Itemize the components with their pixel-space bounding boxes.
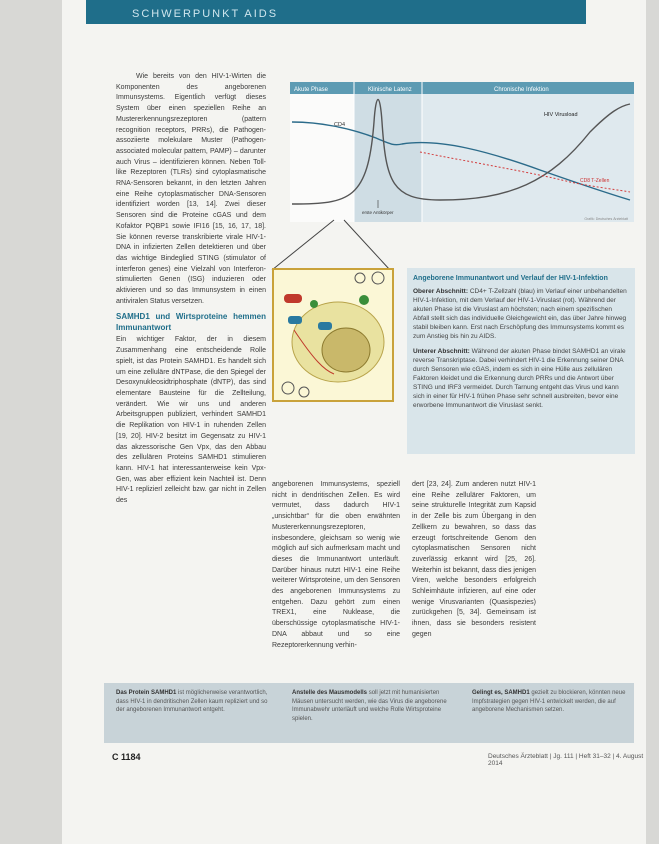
chronic-phase-band [422,82,634,222]
cell-nucleus [322,328,370,372]
label-first-antibodies: erste Antikörper [362,210,394,215]
sensor-marker-2 [318,322,332,330]
label-latent-phase: Klinische Latenz [368,87,412,93]
right-column [412,480,536,641]
caption-lead-1: Oberer Abschnitt: [413,288,469,295]
connector-line-left [272,220,334,270]
hiv-course-figure [290,82,634,222]
ifn-marker-1 [359,295,369,305]
section-header: SCHWERPUNKT AIDS [132,8,279,20]
label-t-cells: CD8 T-Zellen [580,178,610,184]
journal-citation: Deutsches Ärzteblatt | Jg. 111 | Heft 31–32 | 4. August 2014 [488,753,644,767]
figure-caption [407,268,635,454]
label-hiv-load: HIV Virusload [544,112,578,118]
latent-phase-band [354,82,422,222]
label-cd4: CD4 [334,122,346,128]
summary-box-3 [472,689,628,715]
zoom-connector [260,218,400,272]
label-chronic-phase: Chronische Infektion [494,87,549,93]
summary-box-3-lead: Gelingt es, SAMHD1 [472,690,530,696]
cell-diagram-panel [272,268,394,402]
caption-text-1: CD4+ T-Zellzahl (blau) im Verlauf einer unbehandelten HIV-1-Infektion, mit dem Verlauf der HIV-1-Viruslast (rot). Während der akuten Phase ist die Viruslast am höchsten; nach einem spezifischen Abfall stellt sich das individuelle Gleichgewicht ein, das über Jahre hinweg stabil bleiben kann. Erst nach Erschöpfung des Immunsystems kommt es zum Anstieg bis hin zu AIDS. [413,288,627,340]
caption-text-2: Während der akuten Phase bindet SAMHD1 an virale reverse Transkriptase. Dabei verhindert HIV-1 die Erkennung seiner DNA durch Sensoren wie cGAS, indem es sich in eine Hülle aus zellulären Faktoren kleidet und die Erkennung durch PRRs und die Antwort über STING und IRF3 vermeidet. Durch Tarnung entgeht das Virus und kann sich in einer für HIV-1 frühen Phase sehr schnell ausbreiten, bevor eine erworbene Immunantwort die Viruslast senkt. [413,348,626,409]
caption-paragraph-2 [413,347,629,410]
hiv-course-graph [290,82,634,222]
caption-lead-2: Unterer Abschnitt: [413,348,470,355]
virion-4 [299,387,309,397]
virion-3 [282,382,294,394]
figure-credit: Grafik: Deutsches Ärzteblatt [584,217,628,221]
caption-title: Angeborene Immunantwort und Verlauf der HIV-1-Infektion [413,275,608,282]
sensor-marker-1 [288,316,302,324]
middle-column-paragraph: angeborenen Immunsystems, speziell nicht in dendritischen Zellen. Es wird vermutet, dass dadurch HIV-1 „unsichtbar“ für die oben erwähnten Mustererkennungsrezeptoren, insbesondere, gleichsam so wenig wie möglich auf sich aufmerksam macht und dieses die Immunantwort unterläuft. Darüber hinaus nutzt HIV-1 eine Reihe weiterer Wirtsproteine, um den Sensoren des angeborenen Immunsystems zu entgehen. Dazu gehört zum einen TREX1, eine Nuklease, die überschüssige cytoplasmatische HIV-1-DNA abbaut und so eine Rezeptorerkennung verhin- [272,481,400,649]
acute-phase-band [290,82,354,222]
summary-box-2-lead: Anstelle des Mausmodells [292,690,368,696]
virion-2 [355,273,365,283]
ifn-marker-2 [310,300,318,308]
connector-line-right [344,220,390,270]
label-acute-phase: Akute Phase [294,87,329,93]
summary-box-1-text: ist möglicherweise verantwortlich, dass HIV-1 in dendritischen Zellen kaum repliziert und so der angeborenen Immunantwort entgeht. [116,690,268,713]
summary-box-1-lead: Das Protein SAMHD1 [116,690,177,696]
caption-paragraph-1 [413,287,629,341]
summary-box-3-text: gezielt zu blockieren, könnten neue Impfstrategien gegen HIV-1 entwickelt werden, die auf angeborene Mechanismen setzen. [472,690,626,713]
left-column [116,72,266,507]
summary-box-2-text: soll jetzt mit humanisierten Mäusen untersucht werden, wie das Virus die angeborene Immunabwehr unterläuft und welche Rolle Wirtsproteine spielen. [292,690,447,722]
summary-box-1 [116,689,276,715]
pathogen-marker-1 [284,294,302,303]
summary-box-2 [292,689,458,723]
right-column-paragraph: dert [23, 24]. Zum anderen nutzt HIV-1 eine Reihe zellulärer Faktoren, um seine strukturelle Integrität zum Kapsid in der Zelle bis zum Übergang in den Zellkern zu bewahren, so dass das erzeugt fortschreitende Genom den cytoplasmatischen Sensoren nicht zuverlässig erkannt wird [25, 26]. Weiterhin ist bekannt, dass dies jenigen Viren, welche besonders erfolgreich Schleimhäute infizieren, auf eine oder wenige Virusvarianten (Quasispezies) zurückgehen [5, 34]. Gemeinsam ist ihnen, dass sie besonders resistent gegen [412,481,536,638]
subheading-samhd1: SAMHD1 und Wirtsproteine hemmen Immunantwort [116,312,266,333]
left-column-paragraph-1: Wie bereits von den HIV-1-Wirten die Komponenten des angeborenen Immunsystems. Eigentlich verfügt dieses System über einen speziellen Reihe an Mustererkennungsrezeptoren (pattern recognition receptors, PRRs), die Pathogen-assoziierte molekulare Muster (Pathogen-associated molecular pattern, PAMP) – darunter auch Virus – identifizieren können. Neben Toll-like Rezeptoren (TLRs) sind cytoplasmatische RNA-Sensoren bekannt, in den letzten Jahren eine Reihe cytoplasmatischer DNA-Sensoren identifiziert worden [13, 14]. Zwei dieser Sensoren sind die Proteine cGAS und dem Kofaktor PQBP1 sowie IFI16 [15, 16, 17, 18]. Sie können reverse transkribierte virale HIV-1-DNA in infizierten Zellen detektieren und über das wichtige Bindeglied STING (stimulator of interferon genes) eine Vielzahl von Interferon-stimulierten Genen (ISG) induzieren oder aktivieren und so das Immunsystem in einen antiviralen Status versetzen. [116,73,266,305]
middle-column [272,480,400,651]
left-column-paragraph-2: Ein wichtiger Faktor, der in diesem Zusammenhang eine entscheidende Rolle spielt, ist das Protein SAMHD1. Es handelt sich um eine zelluläre dNTPase, die den Spiegel der Desoxynukleosidtriphosphate (dNTP), das sind elementare Bausteine für die Zellteilung, verändert. Wie wir uns und anderen Arbeitsgruppen publiziert, verhindert SAMHD1 die Replikation von HIV-1 in ruhenden Zellen [19, 20]. HIV-2 besitzt im Gegensatz zu HIV-1 das akzessorische Gen Vpx, das den Abbau des zellulären Proteins SAMHD1 stimulieren kann. HIV-1 hat interessanterweise kein Vpx-Gen, was aber effizient kein Nachteil ist. Denn HIV-1 replizierl zelleicht bzw. gar nicht in Zellen des [116,336,266,505]
virion-1 [372,272,384,284]
cell-diagram [274,270,392,400]
phase-header-band [290,82,634,94]
page-number: C 1184 [112,752,141,762]
